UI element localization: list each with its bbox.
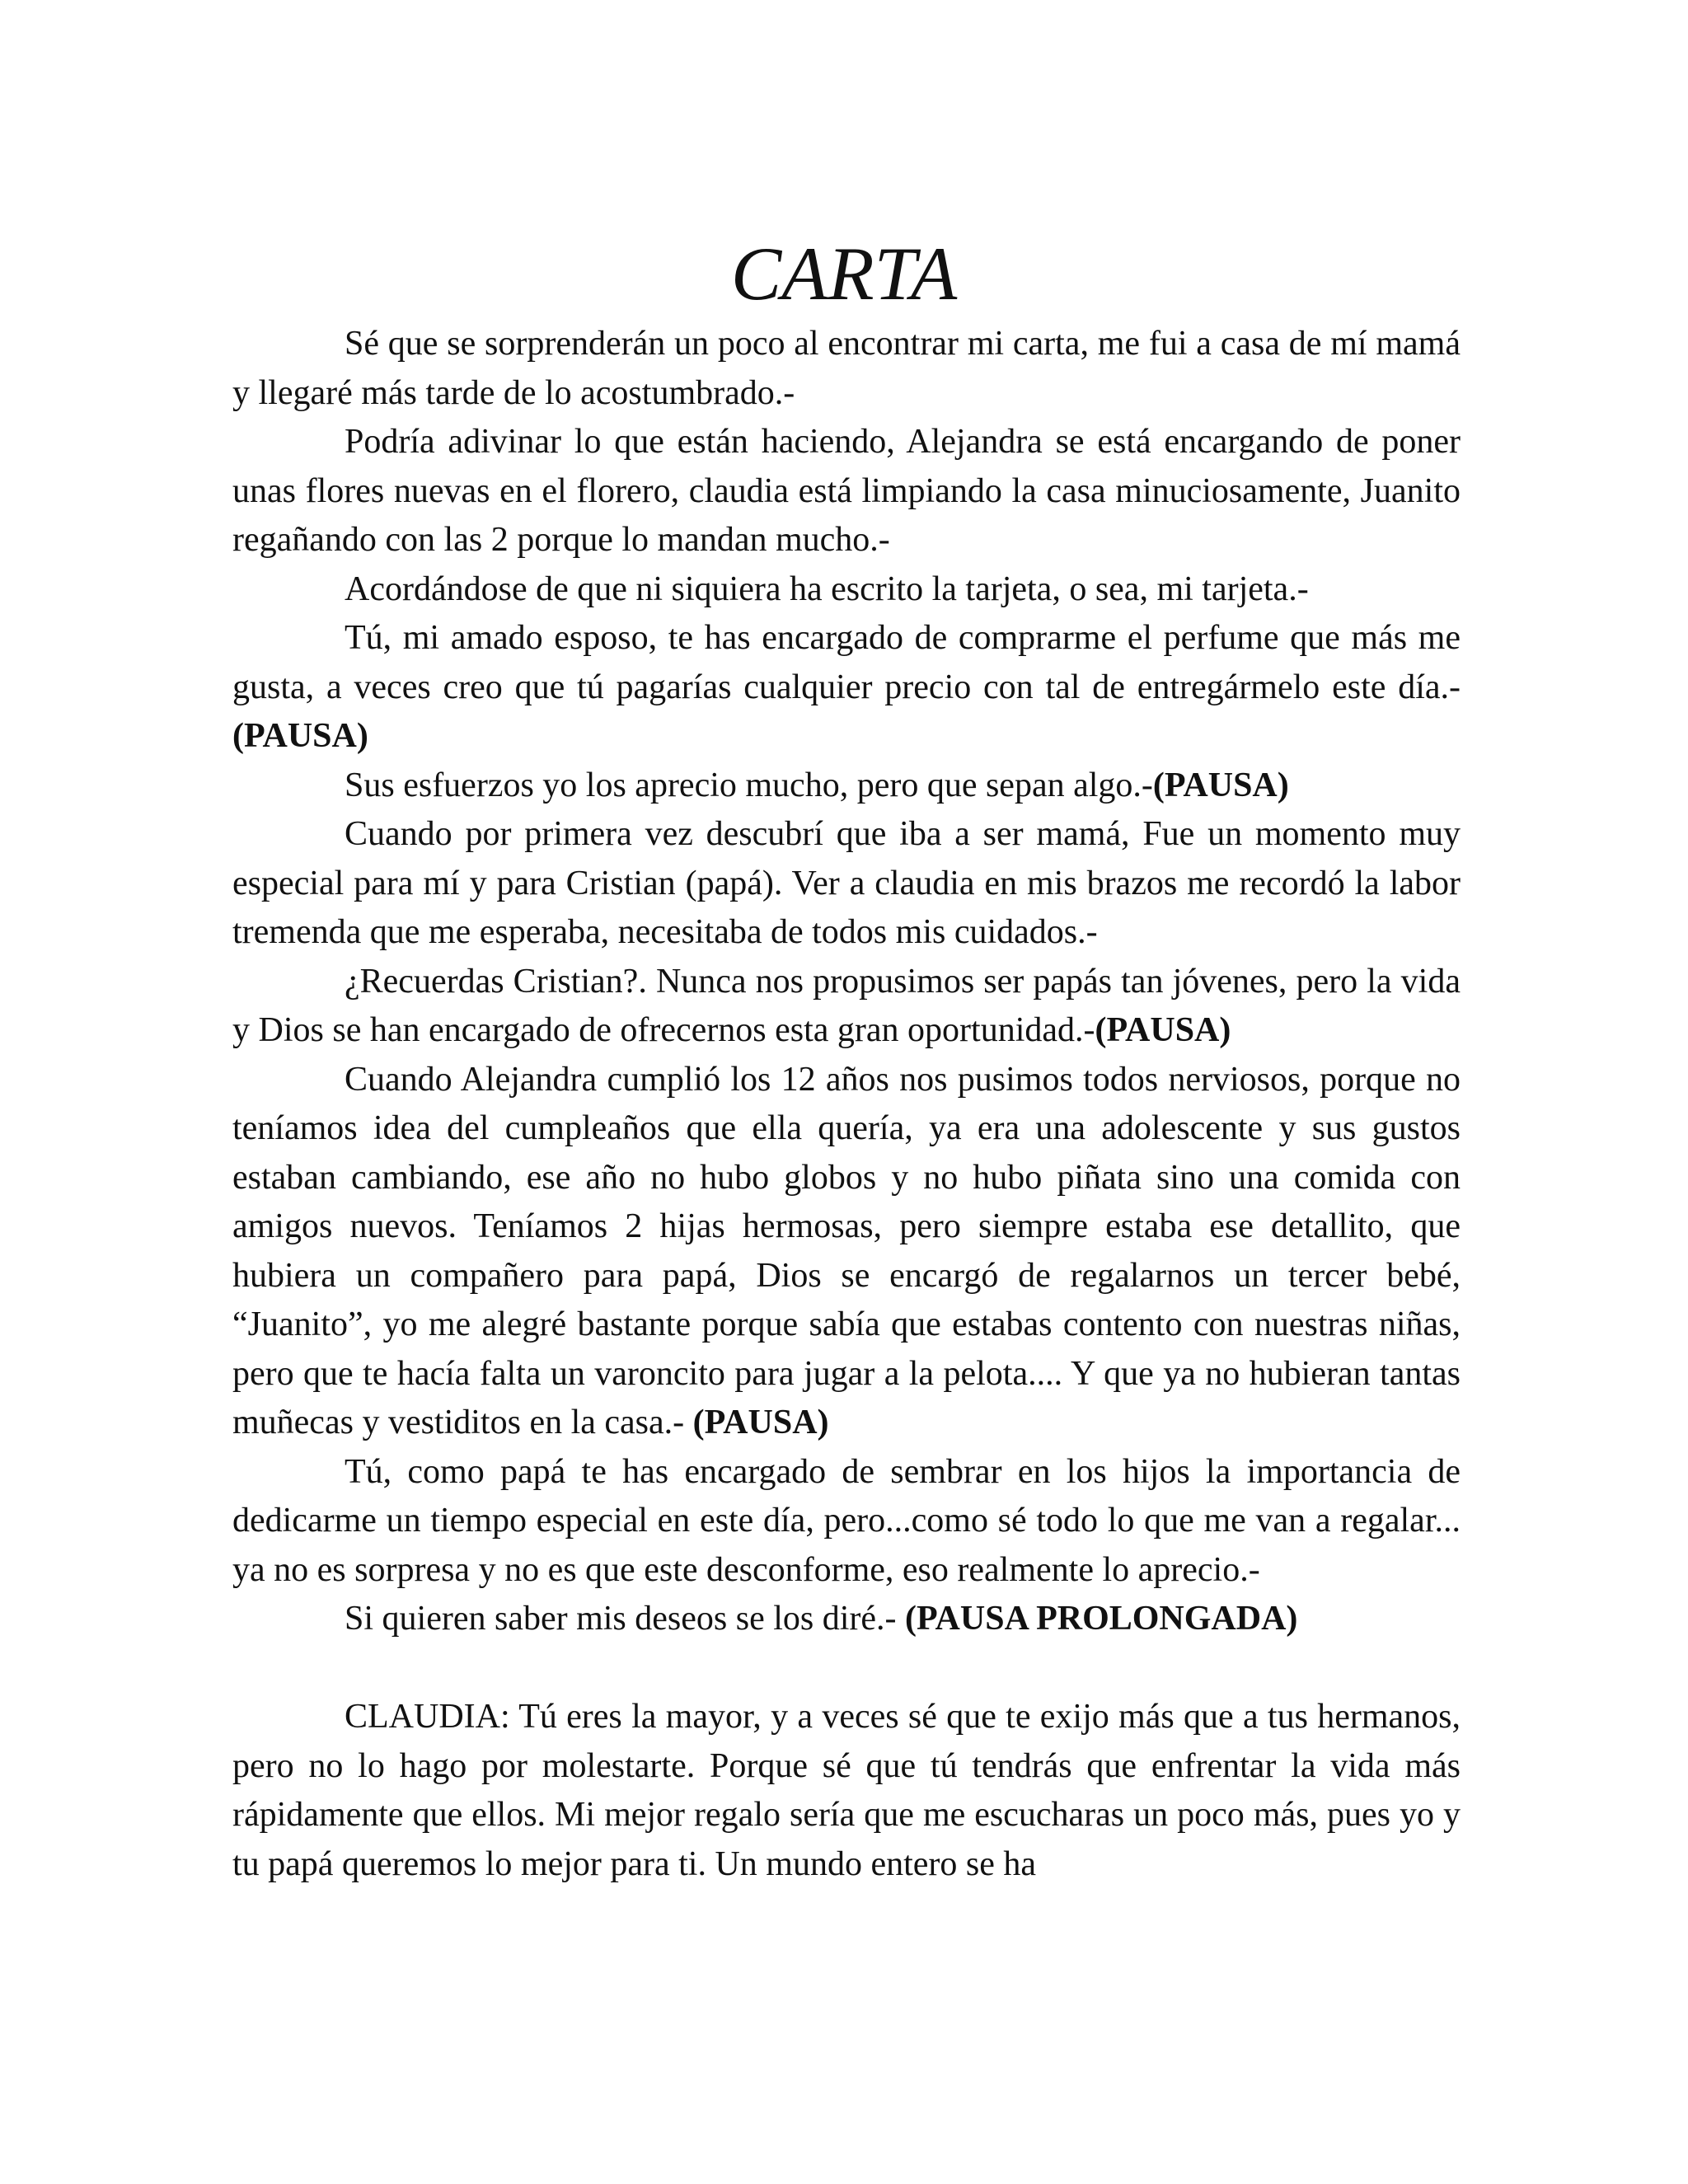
paragraph-text: Acordándose de que ni siquiera ha escrito la tarjeta, o sea, mi tarjeta.-	[345, 569, 1309, 608]
paragraph-2	[232, 418, 1461, 565]
paragraph-text: ¿Recuerdas Cristian?. Nunca nos propusimos ser papás tan jóvenes, pero la vida y Dios se han encargado de ofrecernos esta gran oportunidad.-	[232, 962, 1461, 1049]
document-title: CARTA	[730, 232, 958, 316]
paragraph-11	[232, 1693, 1461, 1889]
paragraph-3	[232, 565, 1461, 615]
paragraph-10	[232, 1595, 1461, 1644]
paragraph-8	[232, 1056, 1461, 1448]
paragraph-7	[232, 958, 1461, 1056]
paragraph-text: Tú, como papá te has encargado de sembrar en los hijos la importancia de dedicarme un tiempo especial en este día, pero...como sé todo lo que me van a regalar... ya no es sorpresa y no es que este desconforme, eso realmente lo aprecio.-	[232, 1452, 1461, 1589]
paragraph-6	[232, 810, 1461, 958]
paragraph-text: Podría adivinar lo que están haciendo, Alejandra se está encargando de poner unas flores nuevas en el florero, claudia está limpiando la casa minuciosamente, Juanito regañando con las 2 porque lo mandan mucho.-	[232, 423, 1461, 559]
paragraph-text: Sé que se sorprenderán un poco al encontrar mi carta, me fui a casa de mí mamá y llegaré más tarde de lo acostumbrado.-	[232, 325, 1461, 412]
paragraph-text: Tú, mi amado esposo, te has encargado de comprarme el perfume que más me gusta, a veces creo que tú pagarías cualquier precio con tal de entregármelo este día.-	[232, 619, 1461, 706]
paragraph-4	[232, 614, 1461, 762]
paragraph-9	[232, 1448, 1461, 1596]
paragraph-text: Si quieren saber mis deseos se los diré.-	[345, 1600, 906, 1638]
pause-note: (PAUSA)	[1095, 1011, 1231, 1049]
pause-note: (PAUSA)	[1152, 766, 1289, 804]
paragraph-text: Cuando Alejandra cumplió los 12 años nos pusimos todos nerviosos, porque no teníamos idea del cumpleaños que ella quería, ya era una adolescente y sus gustos estaban cambiando, ese año no hubo globos y no hubo piñata sino una comida con amigos nuevos. Teníamos 2 hijas hermosas, pero siempre estaba ese detallito, que hubiera un compañero para papá, Dios se encargó de regalarnos un tercer bebé, “Juanito”, yo me alegré bastante porque sabía que estabas contento con nuestras niñas, pero que te hacía falta un varoncito para jugar a la pelota.... Y que ya no hubieran tantas muñecas y vestiditos en la casa.-	[232, 1060, 1461, 1441]
paragraph-5	[232, 762, 1461, 811]
paragraph-text: Sus esfuerzos yo los aprecio mucho, pero que sepan algo.-	[345, 766, 1153, 804]
paragraph-1	[232, 320, 1461, 418]
pause-note: (PAUSA PROLONGADA)	[905, 1600, 1298, 1638]
paragraph-text: Cuando por primera vez descubrí que iba a ser mamá, Fue un momento muy especial para mí y para Cristian (papá). Ver a claudia en mis brazos me recordó la labor tremenda que me esperaba, necesitaba de todos mis cuidados.-	[232, 815, 1461, 951]
pause-note: (PAUSA)	[232, 717, 368, 755]
pause-note: (PAUSA)	[692, 1404, 829, 1441]
paragraph-text: CLAUDIA: Tú eres la mayor, y a veces sé que te exijo más que a tus hermanos, pero no lo hago por molestarte. Porque sé que tú tendrás que enfrentar la vida más rápidamente que ellos. Mi mejor regalo sería que me escucharas un poco más, pues yo y tu papá queremos lo mejor para ti. Un mundo entero se ha	[232, 1698, 1461, 1883]
letter-body	[232, 320, 1461, 1889]
blank-line	[232, 1644, 1461, 1694]
